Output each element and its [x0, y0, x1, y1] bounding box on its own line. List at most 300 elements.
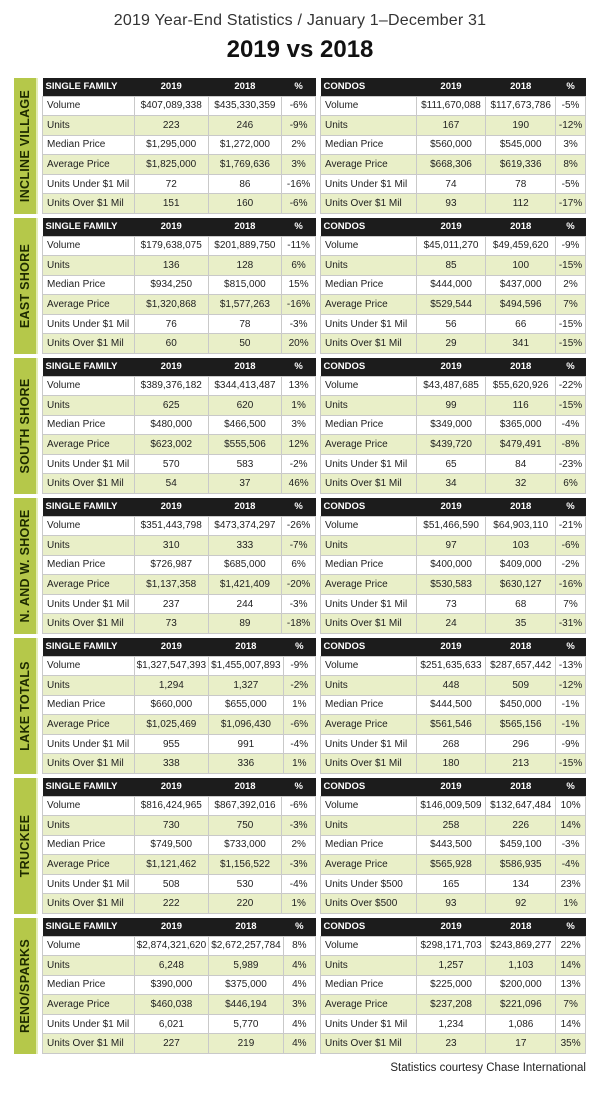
table-row [321, 575, 586, 595]
row-label: Average Price [321, 855, 417, 875]
column-header: % [556, 78, 586, 96]
value-cell: 448 [416, 676, 486, 696]
value-cell: 112 [486, 194, 556, 214]
percent-change-cell: 20% [282, 334, 316, 354]
value-cell: $619,336 [486, 155, 556, 175]
row-label: Units [43, 396, 135, 416]
value-cell: 92 [486, 894, 556, 914]
percent-change-cell: -2% [556, 555, 586, 575]
percent-change-cell: -20% [282, 575, 316, 595]
value-cell: 54 [134, 474, 208, 494]
table-row [43, 334, 316, 354]
column-header: 2018 [208, 358, 282, 376]
value-cell: 530 [208, 874, 282, 894]
n-and-w-shore-condos-table [320, 498, 586, 634]
value-cell: 99 [416, 396, 486, 416]
row-label: Units Under $1 Mil [43, 874, 135, 894]
table-row [321, 396, 586, 416]
percent-change-cell: -31% [556, 614, 586, 634]
table-row [321, 174, 586, 194]
row-label: Median Price [321, 275, 417, 295]
row-label: Median Price [43, 695, 135, 715]
column-header: CONDOS [321, 638, 417, 656]
percent-change-cell: -2% [282, 454, 316, 474]
column-header: % [556, 358, 586, 376]
column-header: 2019 [416, 218, 486, 236]
table-row [321, 995, 586, 1015]
table-row [321, 135, 586, 155]
row-label: Volume [321, 376, 417, 396]
value-cell: 213 [486, 754, 556, 774]
table-row [321, 435, 586, 455]
row-label: Units Under $1 Mil [321, 314, 417, 334]
value-cell: 76 [134, 314, 208, 334]
value-cell: 338 [134, 754, 209, 774]
percent-change-cell: -16% [556, 575, 586, 595]
percent-change-cell: 46% [282, 474, 316, 494]
column-header: % [556, 638, 586, 656]
row-label: Median Price [43, 275, 135, 295]
row-label: Units Over $1 Mil [321, 474, 417, 494]
value-cell: 78 [486, 174, 556, 194]
row-label: Units Under $1 Mil [321, 174, 417, 194]
value-cell: $225,000 [416, 975, 486, 995]
value-cell: 226 [486, 816, 556, 836]
table-header-row [321, 638, 586, 656]
row-label: Volume [43, 796, 135, 816]
percent-change-cell: -6% [282, 194, 316, 214]
value-cell: 24 [416, 614, 486, 634]
percent-change-cell: 1% [282, 894, 316, 914]
row-label: Median Price [43, 975, 135, 995]
column-header: % [282, 78, 316, 96]
row-label: Units [321, 116, 417, 136]
percent-change-cell: 4% [283, 1034, 315, 1054]
table-row [43, 135, 316, 155]
region-side-label [14, 498, 36, 634]
table-row [43, 376, 316, 396]
row-label: Units Under $1 Mil [321, 1014, 417, 1034]
table-row [321, 816, 586, 836]
row-label: Units Over $1 Mil [43, 1034, 135, 1054]
row-label: Units [43, 256, 135, 276]
percent-change-cell: 2% [282, 835, 316, 855]
value-cell: 991 [209, 734, 284, 754]
value-cell: 625 [134, 396, 208, 416]
value-cell: 5,989 [209, 956, 284, 976]
column-header: 2019 [134, 358, 208, 376]
value-cell: 258 [416, 816, 486, 836]
column-header: % [283, 918, 315, 936]
percent-change-cell: -9% [283, 656, 315, 676]
percent-change-cell: -11% [282, 236, 316, 256]
value-cell: 1,234 [416, 1014, 486, 1034]
value-cell: 336 [209, 754, 284, 774]
value-cell: $51,466,590 [416, 516, 486, 536]
column-header: 2018 [486, 638, 556, 656]
value-cell: $439,720 [416, 435, 486, 455]
row-label: Average Price [43, 575, 135, 595]
value-cell: 1,327 [209, 676, 284, 696]
value-cell: $407,089,338 [134, 96, 208, 116]
region-name: N. AND W. SHORE [18, 509, 32, 623]
table-row [321, 614, 586, 634]
region-name: SOUTH SHORE [18, 378, 32, 474]
percent-change-cell: 3% [283, 995, 315, 1015]
region-side-label [14, 638, 36, 774]
table-row [321, 194, 586, 214]
region-side-label [14, 218, 36, 354]
table-row [43, 754, 316, 774]
value-cell: 23 [416, 1034, 486, 1054]
value-cell: $1,577,263 [208, 295, 282, 315]
page-title: 2019 vs 2018 [226, 36, 374, 63]
percent-change-cell: 12% [282, 435, 316, 455]
percent-change-cell: -1% [556, 695, 586, 715]
column-header: % [556, 498, 586, 516]
percent-change-cell: 2% [556, 275, 586, 295]
row-label: Units Under $1 Mil [43, 174, 135, 194]
column-header: % [556, 218, 586, 236]
percent-change-cell: 13% [282, 376, 316, 396]
row-label: Average Price [321, 995, 417, 1015]
row-label: Volume [43, 376, 135, 396]
table-row [43, 96, 316, 116]
column-header: 2019 [134, 918, 209, 936]
row-label: Median Price [321, 835, 417, 855]
value-cell: $111,670,088 [416, 96, 486, 116]
value-cell: $529,544 [416, 295, 486, 315]
percent-change-cell: -6% [282, 96, 316, 116]
table-header-row [43, 78, 316, 96]
percent-change-cell: 6% [282, 256, 316, 276]
row-label: Volume [43, 236, 135, 256]
value-cell: $365,000 [486, 415, 556, 435]
percent-change-cell: 3% [282, 415, 316, 435]
table-row [321, 695, 586, 715]
value-cell: 66 [486, 314, 556, 334]
percent-change-cell: -3% [556, 835, 586, 855]
table-row [321, 676, 586, 696]
row-label: Volume [321, 936, 417, 956]
percent-change-cell: -16% [282, 174, 316, 194]
column-header: % [282, 358, 316, 376]
value-cell: $251,635,633 [416, 656, 486, 676]
region-name: LAKE TOTALS [18, 661, 32, 751]
region-name: RENO/SPARKS [18, 938, 32, 1034]
region-south-shore [14, 356, 590, 496]
row-label: Average Price [43, 715, 135, 735]
value-cell: $480,000 [134, 415, 208, 435]
row-label: Units Over $1 Mil [43, 474, 135, 494]
value-cell: $435,330,359 [208, 96, 282, 116]
table-row [321, 516, 586, 536]
percent-change-cell: -12% [556, 116, 586, 136]
percent-change-cell: 7% [556, 594, 586, 614]
value-cell: $749,500 [134, 835, 208, 855]
value-cell: 134 [486, 874, 556, 894]
value-cell: 620 [208, 396, 282, 416]
column-header: 2018 [208, 498, 282, 516]
value-cell: $623,002 [134, 435, 208, 455]
column-header: SINGLE FAMILY [43, 78, 135, 96]
table-row [43, 715, 316, 735]
column-header: 2019 [416, 498, 486, 516]
column-header: 2018 [486, 498, 556, 516]
table-row [43, 236, 316, 256]
percent-change-cell: -12% [556, 676, 586, 696]
percent-change-cell: -7% [282, 536, 316, 556]
row-label: Units Over $500 [321, 894, 417, 914]
value-cell: $2,672,257,784 [209, 936, 284, 956]
row-label: Median Price [321, 695, 417, 715]
value-cell: $685,000 [208, 555, 282, 575]
value-cell: $459,100 [486, 835, 556, 855]
row-label: Volume [43, 656, 135, 676]
value-cell: 268 [416, 734, 486, 754]
value-cell: 97 [416, 536, 486, 556]
column-header: SINGLE FAMILY [43, 498, 135, 516]
table-row [43, 415, 316, 435]
table-row [43, 1014, 316, 1034]
value-cell: $1,137,358 [134, 575, 208, 595]
table-row [321, 236, 586, 256]
value-cell: 89 [208, 614, 282, 634]
percent-change-cell: -5% [556, 174, 586, 194]
table-header-row [43, 918, 316, 936]
table-row [321, 155, 586, 175]
value-cell: $443,500 [416, 835, 486, 855]
percent-change-cell: 13% [556, 975, 586, 995]
value-cell: 509 [486, 676, 556, 696]
column-header: 2019 [134, 498, 208, 516]
table-row [43, 614, 316, 634]
table-row [43, 796, 316, 816]
row-label: Units Under $1 Mil [321, 454, 417, 474]
value-cell: $390,000 [134, 975, 209, 995]
percent-change-cell: -6% [556, 536, 586, 556]
value-cell: 333 [208, 536, 282, 556]
value-cell: 100 [486, 256, 556, 276]
row-label: Units [43, 816, 135, 836]
percent-change-cell: -15% [556, 396, 586, 416]
percent-change-cell: -16% [282, 295, 316, 315]
percent-change-cell: -8% [556, 435, 586, 455]
value-cell: $64,903,110 [486, 516, 556, 536]
percent-change-cell: 14% [556, 1014, 586, 1034]
table-header-row [43, 638, 316, 656]
south-shore-single-family-table [42, 358, 316, 494]
table-row [43, 676, 316, 696]
table-row [321, 295, 586, 315]
value-cell: $221,096 [486, 995, 556, 1015]
region-n-and-w-shore [14, 496, 590, 636]
region-side-label [14, 78, 36, 214]
row-label: Units [321, 256, 417, 276]
percent-change-cell: -4% [556, 415, 586, 435]
column-header: 2019 [134, 638, 209, 656]
column-header: % [282, 498, 316, 516]
value-cell: $444,500 [416, 695, 486, 715]
value-cell: $586,935 [486, 855, 556, 875]
percent-change-cell: -15% [556, 334, 586, 354]
value-cell: 93 [416, 894, 486, 914]
percent-change-cell: -9% [556, 734, 586, 754]
percent-change-cell: -4% [282, 874, 316, 894]
column-header: % [556, 918, 586, 936]
row-label: Median Price [43, 135, 135, 155]
percent-change-cell: -15% [556, 754, 586, 774]
column-header: CONDOS [321, 778, 417, 796]
percent-change-cell: 1% [282, 396, 316, 416]
table-row [43, 174, 316, 194]
row-label: Volume [321, 656, 417, 676]
region-side-label [14, 778, 36, 914]
row-label: Average Price [43, 155, 135, 175]
table-row [43, 956, 316, 976]
region-side-label [14, 358, 36, 494]
table-row [43, 835, 316, 855]
percent-change-cell: 4% [283, 975, 315, 995]
value-cell: $344,413,487 [208, 376, 282, 396]
row-label: Units [321, 676, 417, 696]
value-cell: 60 [134, 334, 208, 354]
percent-change-cell: -6% [283, 715, 315, 735]
value-cell: 32 [486, 474, 556, 494]
value-cell: $630,127 [486, 575, 556, 595]
value-cell: 244 [208, 594, 282, 614]
table-row [43, 536, 316, 556]
table-header-row [43, 358, 316, 376]
table-header-row [321, 78, 586, 96]
value-cell: $45,011,270 [416, 236, 486, 256]
column-header: % [283, 638, 315, 656]
row-label: Median Price [321, 555, 417, 575]
column-header: 2018 [486, 218, 556, 236]
percent-change-cell: 8% [283, 936, 315, 956]
percent-change-cell: 6% [556, 474, 586, 494]
value-cell: $1,295,000 [134, 135, 208, 155]
row-label: Median Price [43, 415, 135, 435]
value-cell: $389,376,182 [134, 376, 208, 396]
value-cell: $287,657,442 [486, 656, 556, 676]
percent-change-cell: 4% [283, 956, 315, 976]
value-cell: $867,392,016 [208, 796, 282, 816]
value-cell: 1,086 [486, 1014, 556, 1034]
column-header: 2018 [486, 918, 556, 936]
row-label: Average Price [321, 155, 417, 175]
lake-totals-single-family-table [42, 638, 316, 774]
value-cell: 17 [486, 1034, 556, 1054]
value-cell: 35 [486, 614, 556, 634]
column-header: CONDOS [321, 498, 417, 516]
row-label: Units Under $1 Mil [43, 314, 135, 334]
table-row [321, 256, 586, 276]
value-cell: 1,257 [416, 956, 486, 976]
percent-change-cell: 7% [556, 995, 586, 1015]
row-label: Volume [43, 516, 135, 536]
column-header: 2019 [134, 78, 208, 96]
value-cell: $1,096,430 [209, 715, 284, 735]
row-label: Average Price [321, 435, 417, 455]
percent-change-cell: -9% [556, 236, 586, 256]
percent-change-cell: -6% [282, 796, 316, 816]
row-label: Average Price [43, 295, 135, 315]
table-row [43, 555, 316, 575]
table-row [43, 816, 316, 836]
value-cell: $351,443,798 [134, 516, 208, 536]
value-cell: $1,455,007,893 [209, 656, 284, 676]
value-cell: 1,103 [486, 956, 556, 976]
incline-village-condos-table [320, 78, 586, 214]
row-label: Volume [321, 236, 417, 256]
region-east-shore [14, 216, 590, 356]
row-label: Average Price [321, 575, 417, 595]
percent-change-cell: -26% [282, 516, 316, 536]
table-row [321, 474, 586, 494]
value-cell: 68 [486, 594, 556, 614]
row-label: Volume [43, 96, 135, 116]
value-cell: $2,874,321,620 [134, 936, 209, 956]
table-row [321, 835, 586, 855]
row-label: Volume [321, 796, 417, 816]
table-row [321, 894, 586, 914]
table-row [321, 715, 586, 735]
value-cell: $446,194 [209, 995, 284, 1015]
table-row [43, 435, 316, 455]
value-cell: $815,000 [208, 275, 282, 295]
percent-change-cell: 3% [556, 135, 586, 155]
column-header: CONDOS [321, 218, 417, 236]
table-row [43, 155, 316, 175]
value-cell: $117,673,786 [486, 96, 556, 116]
value-cell: $530,583 [416, 575, 486, 595]
region-reno-sparks [14, 916, 590, 1056]
value-cell: $375,000 [209, 975, 284, 995]
column-header: 2019 [416, 78, 486, 96]
value-cell: $545,000 [486, 135, 556, 155]
row-label: Units [321, 536, 417, 556]
value-cell: $494,596 [486, 295, 556, 315]
table-row [321, 314, 586, 334]
value-cell: 341 [486, 334, 556, 354]
table-row [43, 314, 316, 334]
row-label: Volume [43, 936, 135, 956]
region-side-label [14, 918, 36, 1054]
row-label: Units [43, 676, 135, 696]
row-label: Units Under $1 Mil [321, 734, 417, 754]
region-name: EAST SHORE [18, 243, 32, 329]
value-cell: $565,156 [486, 715, 556, 735]
value-cell: $466,500 [208, 415, 282, 435]
value-cell: 5,770 [209, 1014, 284, 1034]
table-row [321, 855, 586, 875]
value-cell: $1,421,409 [208, 575, 282, 595]
table-row [43, 734, 316, 754]
value-cell: 583 [208, 454, 282, 474]
south-shore-condos-table [320, 358, 586, 494]
value-cell: 223 [134, 116, 208, 136]
value-cell: 74 [416, 174, 486, 194]
column-header: 2018 [486, 778, 556, 796]
region-name: INCLINE VILLAGE [18, 89, 32, 203]
row-label: Units [43, 536, 135, 556]
percent-change-cell: -9% [282, 116, 316, 136]
row-label: Units Over $1 Mil [321, 194, 417, 214]
value-cell: 6,021 [134, 1014, 209, 1034]
table-header-row [321, 218, 586, 236]
row-label: Average Price [43, 855, 135, 875]
